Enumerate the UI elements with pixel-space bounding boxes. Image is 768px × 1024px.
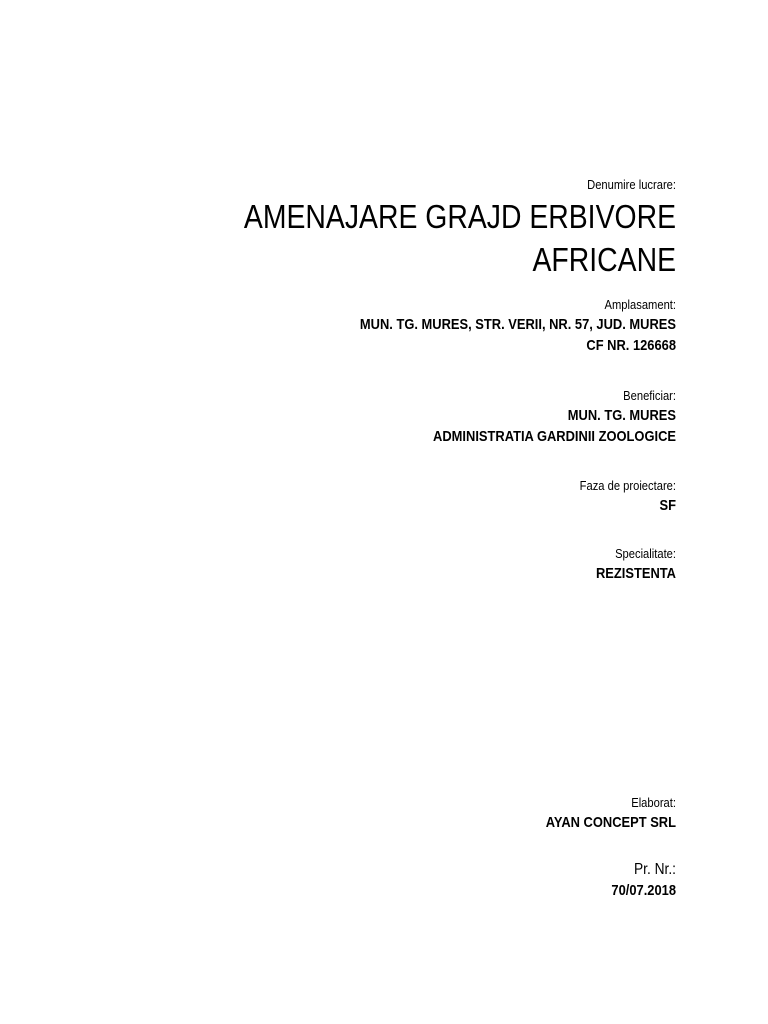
beneficiary-section <box>76 387 676 447</box>
design-phase-label: Faza de proiectare: <box>579 478 676 493</box>
design-phase-value: SF <box>659 497 676 514</box>
project-number-label: Pr. Nr.: <box>633 861 676 878</box>
location-section <box>76 296 676 356</box>
project-number-value: 70/07.2018 <box>611 882 676 899</box>
work-title-line-1: AMENAJARE GRAJD ERBIVORE <box>243 198 676 235</box>
prepared-by-section <box>76 794 676 833</box>
beneficiary-line-1: MUN. TG. MURES <box>567 407 676 424</box>
prepared-by-value: AYAN CONCEPT SRL <box>545 814 676 831</box>
specialty-section <box>76 545 676 584</box>
prepared-by-label: Elaborat: <box>631 795 676 810</box>
specialty-label: Specialitate: <box>615 546 676 561</box>
location-label: Amplasament: <box>604 297 676 312</box>
work-name-section <box>76 176 676 281</box>
location-address: MUN. TG. MURES, STR. VERII, NR. 57, JUD. MURES <box>359 316 676 333</box>
location-cf-number: CF NR. 126668 <box>586 337 676 354</box>
design-phase-section <box>76 477 676 516</box>
beneficiary-label: Beneficiar: <box>623 388 676 403</box>
specialty-value: REZISTENTA <box>595 565 676 582</box>
work-name-label: Denumire lucrare: <box>587 177 676 192</box>
beneficiary-line-2: ADMINISTRATIA GARDINII ZOOLOGICE <box>433 428 676 445</box>
work-title-line-2: AFRICANE <box>532 241 676 278</box>
project-number-section <box>76 860 676 901</box>
